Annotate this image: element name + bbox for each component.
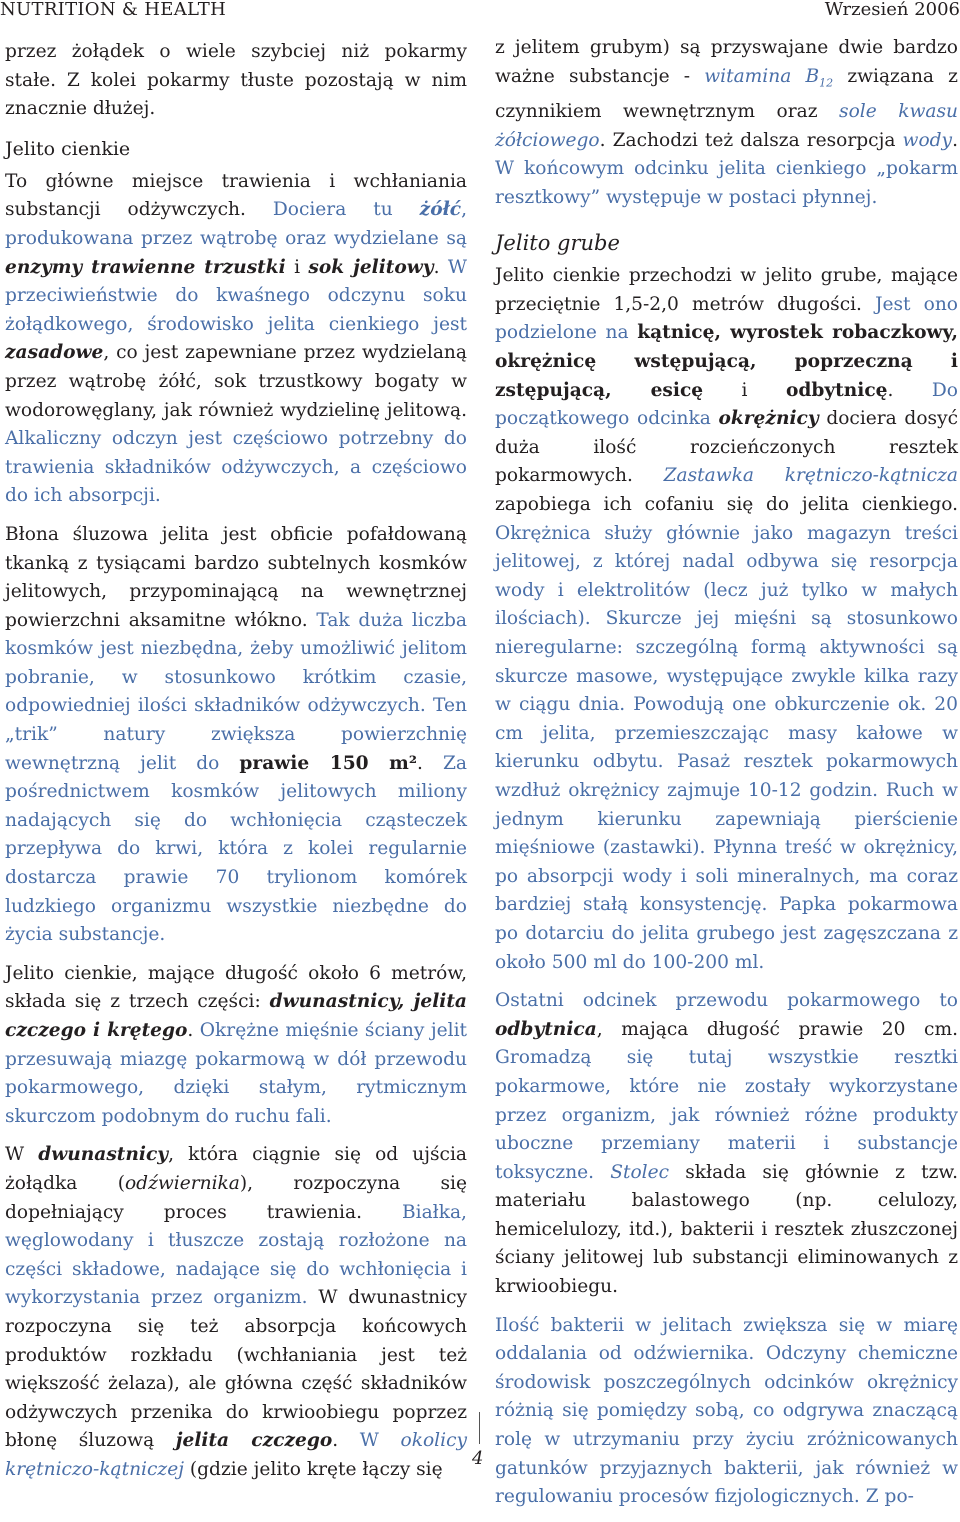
section-heading: Jelito cienkie [5,137,131,160]
paragraph: Ilość bakterii w jelitach zwiększa się w miarę oddalania od odźwiernika. Odczyny chemiczne środowisk poszczególnych odcinków okrężnicy różnią się pomiędzy sobą, co odgrywa znaczącą rolę w utrzymaniu przy życiu zróżnicowanych gatunków przyjaznych bakterii, jak również w regulowaniu procesów fizjologicznych. Z po- [495,1314,958,1508]
paragraph: przez żołądek o wiele szybciej niż pokarmy stałe. Z kolei pokarmy tłuste pozostają w nim znacznie dłużej. [5,41,467,120]
paragraph: z jelitem grubym) są przyswajane dwie bardzo ważne substancje - witamina $B_{12}$ związana z czynnikiem wewnętrznym oraz sole kwasu żółciowego. Zachodzi też dalsza resorpcja wody. W końcowym odcinku jelita cienkiego „pokarm resztkowy” występuje w postaci płynnej. [495,37,959,208]
section-heading: Jelito grube [495,231,620,256]
page-number: 4 [472,1448,484,1469]
left-column [5,38,467,1495]
paragraph: Ostatni odcinek przewodu pokarmowego to odbytnica, mająca długość prawie 20 cm. Gromadzą się tutaj wszystkie resztki pokarmowe, które nie zostały wykorzystane przez organizm, jak również różne produkty uboczne przemiany materii i substancje toksyczne. Stolec składa się głównie z tzw. materiału balastowego (np. celulozy, hemicelulozy, itd.), bakterii i resztek złuszczonej ściany jelitowej lub substancji eliminowanych z krwioobiegu. [495,990,958,1298]
paragraph: Błona śluzowa jelita jest obficie pofałdowaną tkanką z tysiącami bardzo subtelnych kosmków jelitowych, przypominającą na wewnętrznej powierzchni aksamitne włókno. Tak duża liczba kosmków jest niezbędna, żeby umożliwić jelitom pobranie, w stosunkowo krótkim czasie, odpowiedniej ilości składników odżywczych. Ten „trik” natury zwiększa powierzchnię wewnętrzną jelit do prawie 150 m². Za pośrednictwem kosmków jelitowych miliony nadających się do wchłonięcia cząsteczek przepływa do krwi, która z kolei regularnie dostarcza prawie 70 trylionom komórek ludzkiego organizmu wszystkie niezbędne do życia substancje. [5,523,467,946]
paragraph: Jelito cienkie, mające długość około 6 metrów, składa się z trzech części: dwunastnicy, jelita czczego i krętego. Okrężne mięśnie ściany jelit przesuwają miazgę pokarmową w dół przewodu pokarmowego, dzięki stałym, rytmicznym skurczom podobnym do ruchu fali. [5,962,467,1127]
paragraph: To główne miejsce trawienia i wchłaniania substancji odżywczych. Dociera tu żółć, produkowana przez wątrobę oraz wydzielane są enzymy trawienne trzustki i sok jelitowy. W przeciwieństwie do kwaśnego odczynu soku żołądkowego, środowisko jelita cienkiego jest zasadowe, co jest zapewniane przez wydzielaną przez wątrobę żółć, sok trzustkowy bogaty w wodorowęglany, jak również wydzielinę jelitową. Alkaliczny odczyn jest częściowo potrzebny do trawienia składników odżywczych, a częściowo do ich absorpcji. [5,170,467,507]
section-title: NUTRITION & HEALTH [0,0,227,20]
paragraph: W dwunastnicy, która ciągnie się od ujścia żołądka (odźwiernika), rozpoczyna się dopełniający proces trawienia. Białka, węglowodany i tłuszcze zostają rozłożone na części składowe, nadające się do wchłonięcia i wykorzystania przez organizm. W dwunastnicy rozpoczyna się też absorpcja końcowych produktów rozkładu (wchłaniania jest też większość żelaza), ale główna część składników odżywczych przenika do krwioobiegu poprzez błonę śluzową jelita czczego. W okolicy krętniczo-kątniczej (gdzie jelito kręte łączy się [5,1144,467,1480]
issue-date: Wrzesień 2006 [824,0,960,20]
right-column [495,34,958,1522]
paragraph: Jelito cienkie przechodzi w jelito grube, mające przeciętnie 1,5-2,0 metrów długości. Jest ono podzielone na kątnicę, wyrostek robaczkowy, okrężnicę wstępującą, poprzeczną i zstępującą, esicę i odbytnicę. Do początkowego odcinka okrężnicy dociera dosyć duża ilość rozcieńczonych resztek pokarmowych. Zastawka krętniczo-kątnicza zapobiega ich cofaniu się do jelita cienkiego. Okrężnica służy głównie jako magazyn treści jelitowej, z której nadal odbywa się resorpcja wody i elektrolitów (lecz już tylko w małych ilościach). Skurcze jej mięśni są stosunkowo nieregularne: szczególną formą aktywności są skurcze masowe, występujące zwykle kilka razy w ciągu dnia. Powodują one obkurczenie ok. 20 cm jelita, przemieszczając masy kałowe w kierunku odbytu. Pasaż resztek pokarmowych wzdłuż okrężnicy zajmuje 10-12 godzin. Ruch w jednym kierunku zapewniają pierścienie mięśniowe (zastawki). Płynna treść w okrężnicy, po absorpcji wody i soli mineralnych, ma coraz bardziej stałą konsystencję. Papka pokarmowa po dotarciu do jelita grubego jest zagęszczana z około 500 ml do 100-200 ml. [495,265,959,973]
column-divider [479,1412,480,1444]
running-header [0,0,960,22]
